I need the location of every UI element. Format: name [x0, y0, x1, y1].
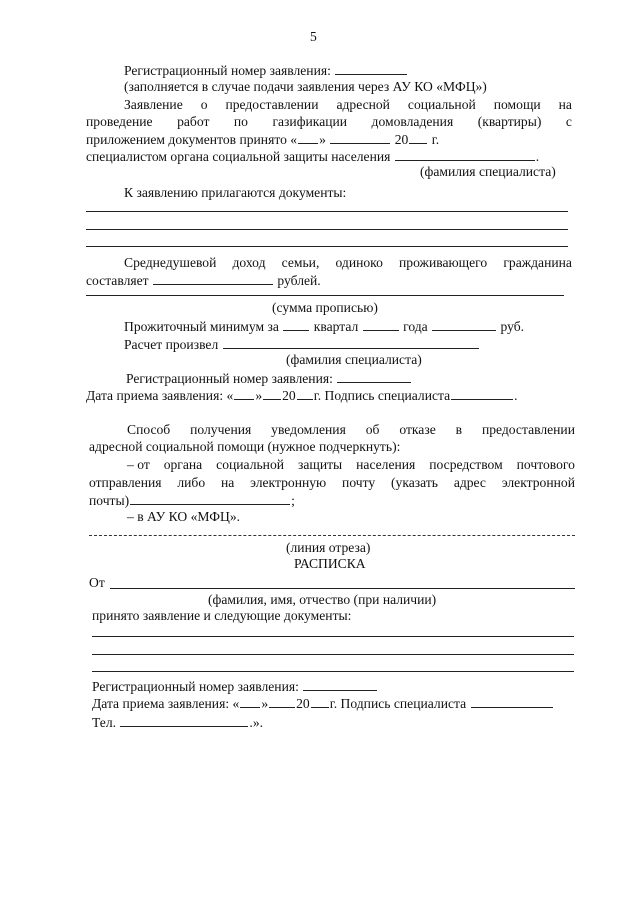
subsistence-amount-field[interactable]: [432, 318, 496, 331]
notification-line-1: Способ получения уведомления об отказе в предоставлении: [127, 422, 575, 437]
specialist-caption: (фамилия специалиста): [420, 164, 556, 179]
income-line-2: составляет рублей.: [86, 273, 321, 288]
accepted-label: принято заявление и следующие документы:: [92, 608, 352, 623]
receipt-date-row: Дата приема заявления: « » 20 г. Подпись специалиста: [92, 695, 554, 712]
email-row: почты) ;: [89, 493, 295, 508]
calc-caption: (фамилия специалиста): [286, 352, 422, 367]
application-line-1: Заявление о предоставлении адресной социальной помощи на: [124, 97, 572, 112]
income-line-1: Среднедушевой доход семьи, одиноко проживающего гражданина: [124, 255, 572, 270]
sum-caption: (сумма прописью): [272, 300, 378, 315]
specialist-row: специалистом органа социальной защиты населения .: [86, 149, 540, 164]
phone-row: Тел. .».: [92, 715, 264, 730]
calc-specialist-field[interactable]: [223, 336, 479, 349]
reg-note: (заполняется в случае подачи заявления через АУ КО «МФЦ»): [124, 79, 487, 94]
quarter-year-field[interactable]: [363, 318, 399, 331]
date-year-field-1[interactable]: [297, 387, 313, 400]
documents-line-3[interactable]: [86, 246, 568, 247]
documents-heading: К заявлению прилагаются документы:: [124, 185, 347, 200]
subsistence-row: Прожиточный минимум за квартал года руб.: [124, 319, 525, 334]
income-amount-field[interactable]: [153, 272, 273, 285]
notification-option-mfc: – в АУ КО «МФЦ».: [127, 509, 241, 524]
accept-month-field[interactable]: [330, 131, 390, 144]
accept-year-field[interactable]: [409, 131, 427, 144]
from-label: От: [89, 575, 105, 590]
application-accept-row: приложением документов принято « » 20 г.: [86, 132, 440, 147]
from-caption: (фамилия, имя, отчество (при наличии): [208, 592, 437, 607]
signature-field-1[interactable]: [451, 387, 513, 400]
date-month-field-1[interactable]: [263, 387, 281, 400]
page-number: 5: [310, 29, 317, 44]
application-line-2: проведение работ по газификации домовладения (квартиры) с: [86, 114, 572, 129]
phone-field[interactable]: [120, 714, 248, 727]
receipt-reg-number-field[interactable]: [303, 678, 377, 691]
notification-option-post-2: отправления либо на электронную почту (указать адрес электронной: [89, 475, 575, 490]
receipt-signature-field[interactable]: [471, 695, 553, 708]
receipt-docs-line-1[interactable]: [92, 636, 574, 637]
cut-line: [89, 535, 575, 536]
reg-number-row: [124, 62, 408, 79]
receipt-title: РАСПИСКА: [294, 556, 366, 571]
email-field[interactable]: [130, 492, 290, 505]
reg-number-row-2: Регистрационный номер заявления:: [126, 370, 412, 387]
cut-line-caption: (линия отреза): [286, 540, 371, 555]
documents-line-1[interactable]: [86, 211, 568, 212]
date-row-1: Дата приема заявления: « » 20 г. Подпись специалиста .: [86, 388, 518, 403]
calc-row: Расчет произвел: [124, 336, 480, 353]
reg-number-label: Регистрационный номер заявления:: [124, 63, 331, 78]
receipt-year-field[interactable]: [311, 695, 329, 708]
reg-number-field[interactable]: [335, 62, 407, 75]
receipt-month-field[interactable]: [269, 695, 295, 708]
specialist-field[interactable]: [395, 148, 535, 161]
documents-line-2[interactable]: [86, 229, 568, 230]
receipt-day-field[interactable]: [240, 695, 260, 708]
accept-day-field[interactable]: [298, 131, 318, 144]
receipt-docs-line-2[interactable]: [92, 654, 574, 655]
notification-option-post-1: – от органа социальной защиты населения посредством почтового: [127, 457, 575, 472]
receipt-docs-line-3[interactable]: [92, 671, 574, 672]
reg-number-field-2[interactable]: [337, 370, 411, 383]
date-day-field-1[interactable]: [234, 387, 254, 400]
from-field[interactable]: [110, 588, 575, 589]
receipt-reg-number-row: Регистрационный номер заявления:: [92, 678, 378, 695]
notification-line-2: адресной социальной помощи (нужное подчеркнуть):: [89, 439, 401, 454]
sum-words-line[interactable]: [86, 295, 564, 296]
quarter-field[interactable]: [283, 318, 309, 331]
